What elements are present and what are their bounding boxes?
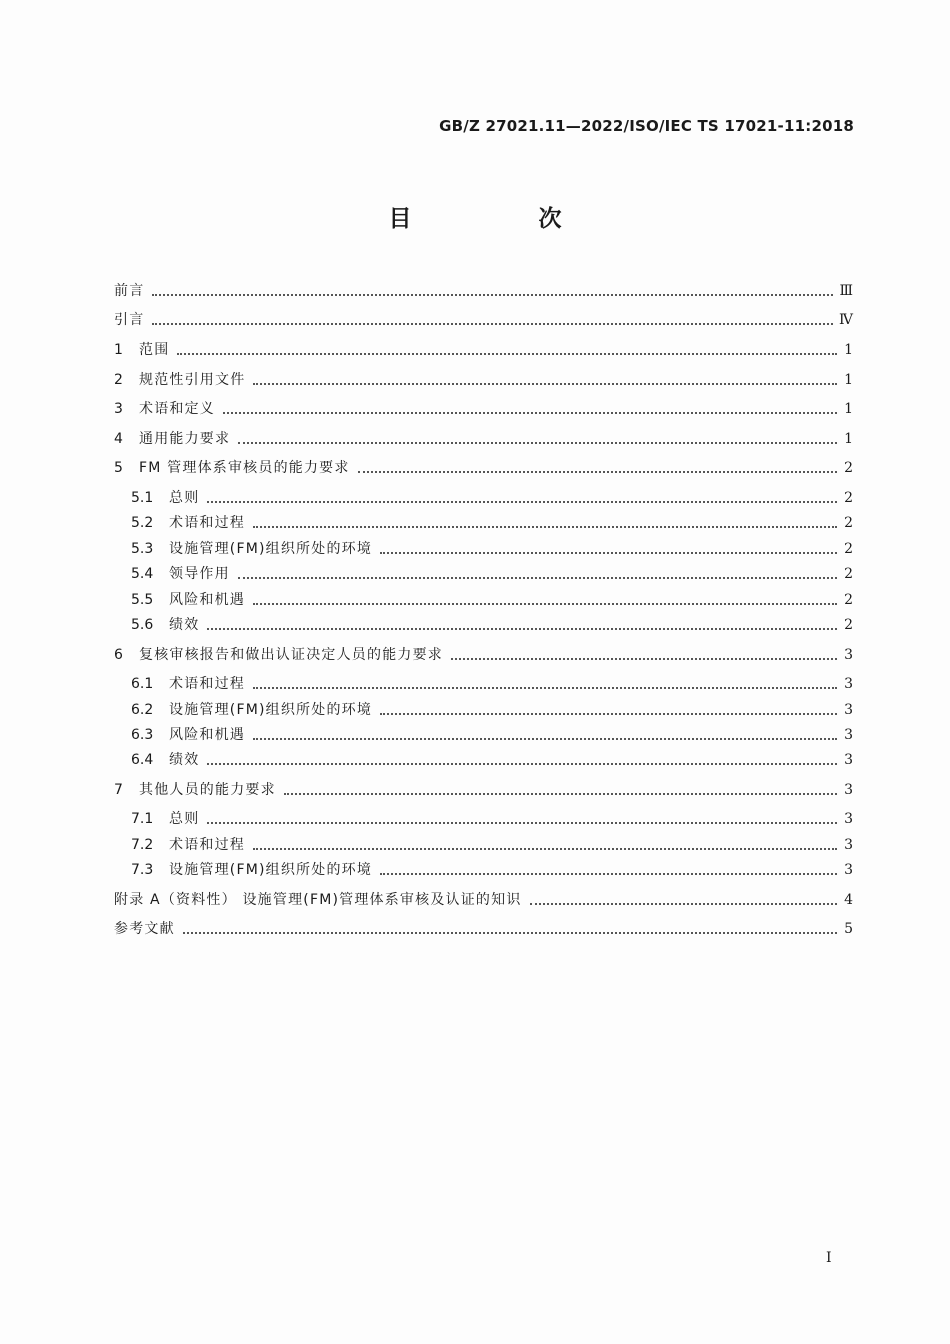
- toc-entry-label: 设施管理(FM)组织所处的环境: [169, 702, 373, 718]
- toc-entry-label: 术语和过程: [169, 515, 245, 531]
- toc-entry-page: 3: [844, 862, 853, 878]
- toc-entry-page: 1: [844, 431, 853, 447]
- toc-dot-leader: [253, 738, 837, 740]
- toc-entry-page: 2: [844, 490, 853, 506]
- toc-entry-number: 5.2: [131, 515, 154, 531]
- toc-entry-label: 风险和机遇: [169, 592, 245, 608]
- toc-entry-label: 总则: [169, 490, 200, 506]
- toc-title: 目 次: [388, 206, 614, 232]
- toc-entry-label: 绩效: [169, 617, 200, 633]
- toc-entry-number: 6: [114, 647, 123, 663]
- toc-entry-number: 5.3: [131, 541, 154, 557]
- toc-entry[interactable]: [114, 397, 853, 419]
- toc-dot-leader: [238, 577, 837, 579]
- toc-entry[interactable]: [114, 279, 853, 301]
- toc-entry-page: 3: [844, 837, 853, 853]
- toc-dot-leader: [380, 552, 837, 554]
- toc-entry[interactable]: [131, 486, 853, 508]
- toc-entry-page: 3: [844, 647, 853, 663]
- toc-entry-number: 6.2: [131, 702, 154, 718]
- toc-entry[interactable]: [131, 562, 853, 584]
- toc-entry[interactable]: [114, 427, 853, 449]
- toc-entry[interactable]: [131, 748, 853, 770]
- toc-entry[interactable]: [131, 833, 853, 855]
- toc-entry-page: 3: [844, 702, 853, 718]
- toc-entry-page: 1: [844, 342, 853, 358]
- toc-entry-label: 引言: [114, 312, 145, 328]
- toc-entry-label: 术语和过程: [169, 676, 245, 692]
- toc-dot-leader: [530, 903, 837, 905]
- toc-entry-label: 通用能力要求: [139, 431, 231, 447]
- toc-entry[interactable]: [114, 643, 853, 665]
- toc-entry-page: 1: [844, 372, 853, 388]
- toc-dot-leader: [223, 412, 837, 414]
- toc-dot-leader: [253, 848, 837, 850]
- toc-entry-label: 设施管理(FM)组织所处的环境: [169, 862, 373, 878]
- toc-entry-label: 规范性引用文件: [139, 372, 246, 388]
- toc-entry-label: 其他人员的能力要求: [139, 782, 276, 798]
- toc-entry-label: 风险和机遇: [169, 727, 245, 743]
- toc-entry-number: 5.1: [131, 490, 154, 506]
- toc-entry-page: 4: [844, 892, 853, 908]
- toc-entry-label: 复核审核报告和做出认证决定人员的能力要求: [139, 647, 443, 663]
- toc-entry-page: 2: [844, 541, 853, 557]
- document-code: GB/Z 27021.11—2022/ISO/IEC TS 17021-11:2018: [439, 117, 854, 135]
- toc-entry[interactable]: [114, 917, 853, 939]
- toc-entry[interactable]: [131, 511, 853, 533]
- toc-dot-leader: [238, 442, 837, 444]
- toc-dot-leader: [284, 793, 837, 795]
- toc-entry[interactable]: [131, 588, 853, 610]
- toc-entry-label: 绩效: [169, 752, 200, 768]
- toc-dot-leader: [207, 822, 837, 824]
- toc-entry-page: 2: [844, 592, 853, 608]
- toc-dot-leader: [253, 383, 837, 385]
- toc-dot-leader: [380, 873, 837, 875]
- toc-dot-leader: [380, 713, 837, 715]
- toc-entry-page: Ⅳ: [839, 312, 853, 328]
- toc-dot-leader: [152, 323, 833, 325]
- toc-entry-label: 术语和过程: [169, 837, 245, 853]
- toc-entry-label: 范围: [139, 342, 170, 358]
- toc-entry-label: 附录 A（资料性） 设施管理(FM)管理体系审核及认证的知识: [114, 892, 522, 908]
- toc-entry-number: 2: [114, 372, 123, 388]
- toc-entry-page: 2: [844, 515, 853, 531]
- toc-entry-label: 设施管理(FM)组织所处的环境: [169, 541, 373, 557]
- toc-entry-page: Ⅲ: [839, 283, 853, 299]
- toc-entry-number: 5.5: [131, 592, 154, 608]
- toc-entry[interactable]: [131, 537, 853, 559]
- toc-entry-number: 6.1: [131, 676, 154, 692]
- toc-entry-page: 3: [844, 752, 853, 768]
- toc-entry-page: 1: [844, 401, 853, 417]
- toc-entry-number: 3: [114, 401, 123, 417]
- toc-dot-leader: [152, 294, 833, 296]
- toc-dot-leader: [253, 603, 837, 605]
- toc-entry-number: 7.2: [131, 837, 154, 853]
- toc-dot-leader: [183, 932, 837, 934]
- toc-entry[interactable]: [114, 778, 853, 800]
- toc-entry-page: 3: [844, 811, 853, 827]
- toc-entry-page: 3: [844, 676, 853, 692]
- toc-entry[interactable]: [131, 807, 853, 829]
- toc-entry[interactable]: [114, 888, 853, 910]
- toc-entry-page: 3: [844, 727, 853, 743]
- toc-entry-number: 7.1: [131, 811, 154, 827]
- toc-entry-page: 2: [844, 460, 853, 476]
- toc-entry[interactable]: [131, 613, 853, 635]
- toc-entry-number: 5.6: [131, 617, 154, 633]
- toc-dot-leader: [207, 763, 837, 765]
- toc-entry-number: 4: [114, 431, 123, 447]
- toc-entry[interactable]: [131, 672, 853, 694]
- toc-entry[interactable]: [131, 723, 853, 745]
- toc-entry-label: 总则: [169, 811, 200, 827]
- toc-dot-leader: [451, 658, 837, 660]
- toc-entry-label: 前言: [114, 283, 145, 299]
- toc-entry-label: 领导作用: [169, 566, 230, 582]
- toc-entry-page: 2: [844, 617, 853, 633]
- toc-entry[interactable]: [114, 338, 853, 360]
- toc-entry-page: 2: [844, 566, 853, 582]
- toc-entry-number: 5: [114, 460, 123, 476]
- toc-entry[interactable]: [114, 308, 853, 330]
- toc-entry-label: 术语和定义: [139, 401, 215, 417]
- toc-entry-number: 6.4: [131, 752, 154, 768]
- toc-entry-number: 6.3: [131, 727, 154, 743]
- toc-entry[interactable]: [114, 368, 853, 390]
- toc-dot-leader: [253, 687, 837, 689]
- toc-entry-page: 5: [844, 921, 853, 937]
- toc-dot-leader: [207, 501, 837, 503]
- page-number: I: [826, 1250, 832, 1266]
- toc-entry-label: 参考文献: [114, 921, 175, 937]
- toc-dot-leader: [358, 471, 837, 473]
- toc-entry-number: 7.3: [131, 862, 154, 878]
- toc-entry-number: 5.4: [131, 566, 154, 582]
- toc-entry-number: 7: [114, 782, 123, 798]
- toc-entry-label: FM 管理体系审核员的能力要求: [139, 460, 350, 476]
- toc-entry[interactable]: [114, 456, 853, 478]
- toc-entry[interactable]: [131, 858, 853, 880]
- toc-entry[interactable]: [131, 698, 853, 720]
- toc-entry-number: 1: [114, 342, 123, 358]
- toc-dot-leader: [177, 353, 837, 355]
- toc-dot-leader: [253, 526, 837, 528]
- toc-entry-page: 3: [844, 782, 853, 798]
- toc-dot-leader: [207, 628, 837, 630]
